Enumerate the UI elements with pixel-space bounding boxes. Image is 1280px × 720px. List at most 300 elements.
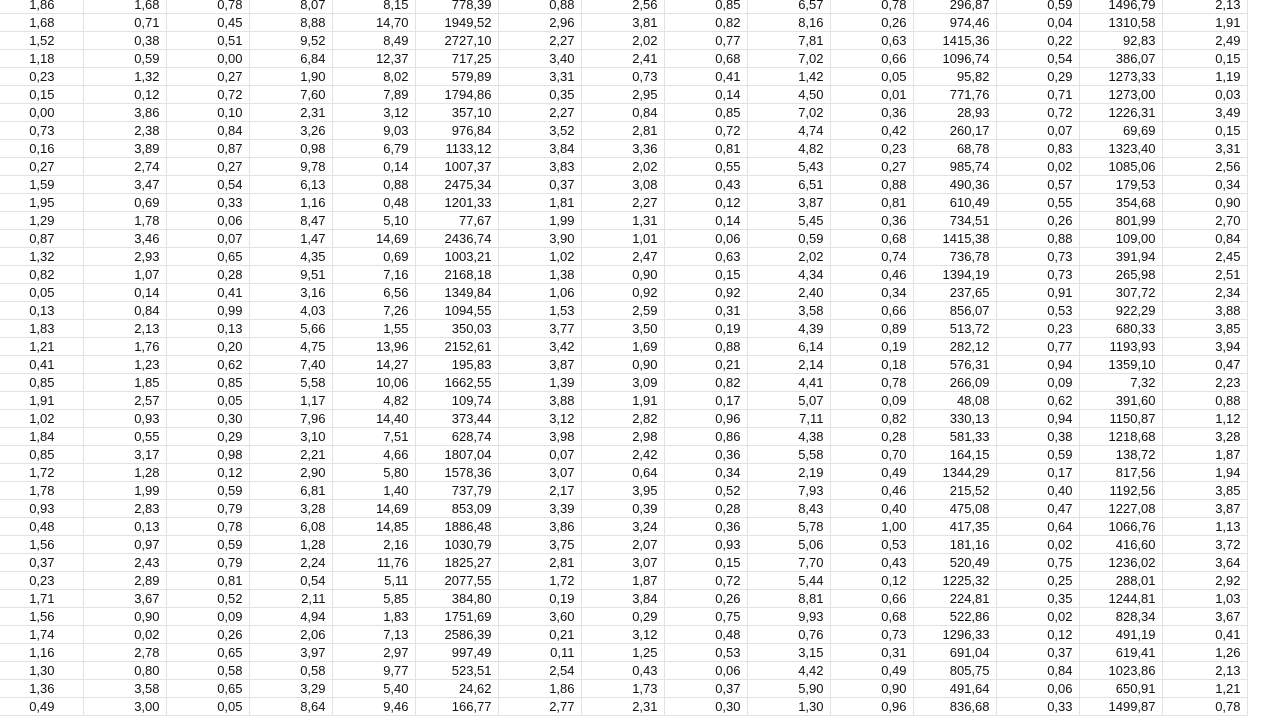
cell[interactable]: 0,84	[166, 122, 249, 140]
cell[interactable]: 2,47	[581, 248, 664, 266]
cell[interactable]: 4,74	[747, 122, 830, 140]
cell[interactable]: 3,86	[498, 518, 581, 536]
cell[interactable]: 8,64	[249, 698, 332, 716]
cell[interactable]: 1,78	[0, 482, 83, 500]
cell[interactable]: 976,84	[415, 122, 498, 140]
cell[interactable]: 0,23	[830, 140, 913, 158]
cell[interactable]: 0,53	[664, 644, 747, 662]
cell[interactable]: 3,60	[498, 608, 581, 626]
cell[interactable]: 1,56	[0, 608, 83, 626]
cell[interactable]: 0,64	[996, 518, 1079, 536]
cell[interactable]: 3,28	[1162, 428, 1247, 446]
cell[interactable]: 0,77	[664, 32, 747, 50]
cell[interactable]: 1,03	[1162, 590, 1247, 608]
cell[interactable]: 12,37	[332, 50, 415, 68]
cell[interactable]: 3,88	[498, 392, 581, 410]
cell[interactable]: 475,08	[913, 500, 996, 518]
cell[interactable]: 4,94	[249, 608, 332, 626]
cell[interactable]: 1,30	[0, 662, 83, 680]
cell[interactable]: 0,86	[664, 428, 747, 446]
cell[interactable]: 1310,58	[1079, 14, 1162, 32]
cell[interactable]: 3,87	[1162, 500, 1247, 518]
cell[interactable]: 0,06	[664, 662, 747, 680]
cell[interactable]: 0,17	[996, 464, 1079, 482]
cell[interactable]: 0,43	[581, 662, 664, 680]
cell[interactable]: 260,17	[913, 122, 996, 140]
cell[interactable]: 0,43	[830, 554, 913, 572]
cell[interactable]: 0,73	[581, 68, 664, 86]
cell[interactable]: 1,86	[498, 680, 581, 698]
cell[interactable]: 1,68	[0, 14, 83, 32]
cell[interactable]: 2,43	[83, 554, 166, 572]
cell[interactable]: 0,62	[166, 356, 249, 374]
cell[interactable]: 0,52	[664, 482, 747, 500]
cell[interactable]: 1,38	[498, 266, 581, 284]
cell[interactable]: 0,85	[0, 374, 83, 392]
cell[interactable]: 778,39	[415, 0, 498, 14]
cell[interactable]: 2,27	[498, 32, 581, 50]
cell[interactable]: 0,13	[0, 302, 83, 320]
cell[interactable]: 3,31	[1162, 140, 1247, 158]
cell[interactable]: 0,68	[830, 608, 913, 626]
cell[interactable]: 0,54	[996, 50, 1079, 68]
cell[interactable]: 579,89	[415, 68, 498, 86]
cell[interactable]: 2,31	[581, 698, 664, 716]
cell[interactable]: 0,19	[498, 590, 581, 608]
cell[interactable]: 922,29	[1079, 302, 1162, 320]
cell[interactable]: 985,74	[913, 158, 996, 176]
cell[interactable]: 4,41	[747, 374, 830, 392]
cell[interactable]: 1,30	[747, 698, 830, 716]
cell[interactable]: 354,68	[1079, 194, 1162, 212]
cell[interactable]: 0,88	[332, 176, 415, 194]
cell[interactable]: 0,29	[581, 608, 664, 626]
cell[interactable]: 0,82	[0, 266, 83, 284]
cell[interactable]: 3,42	[498, 338, 581, 356]
cell[interactable]: 1751,69	[415, 608, 498, 626]
cell[interactable]: 1,21	[1162, 680, 1247, 698]
cell[interactable]: 2,51	[1162, 266, 1247, 284]
cell[interactable]: 0,15	[0, 86, 83, 104]
cell[interactable]: 6,84	[249, 50, 332, 68]
cell[interactable]: 1,71	[0, 590, 83, 608]
cell[interactable]: 0,77	[996, 338, 1079, 356]
cell[interactable]: 11,76	[332, 554, 415, 572]
cell[interactable]: 0,66	[830, 302, 913, 320]
cell[interactable]: 4,35	[249, 248, 332, 266]
cell[interactable]: 3,15	[747, 644, 830, 662]
cell[interactable]: 1,87	[581, 572, 664, 590]
cell[interactable]: 2,31	[249, 104, 332, 122]
cell[interactable]: 1,83	[332, 608, 415, 626]
cell[interactable]: 0,68	[664, 50, 747, 68]
cell[interactable]: 836,68	[913, 698, 996, 716]
cell[interactable]: 2,17	[498, 482, 581, 500]
cell[interactable]: 2077,55	[415, 572, 498, 590]
cell[interactable]: 7,93	[747, 482, 830, 500]
cell[interactable]: 0,71	[83, 14, 166, 32]
cell[interactable]: 610,49	[913, 194, 996, 212]
cell[interactable]: 8,02	[332, 68, 415, 86]
cell[interactable]: 0,22	[996, 32, 1079, 50]
cell[interactable]: 0,15	[1162, 50, 1247, 68]
cell[interactable]: 4,34	[747, 266, 830, 284]
cell[interactable]: 0,05	[0, 284, 83, 302]
cell[interactable]: 0,38	[996, 428, 1079, 446]
cell[interactable]: 1,18	[0, 50, 83, 68]
cell[interactable]: 0,20	[166, 338, 249, 356]
cell[interactable]: 391,94	[1079, 248, 1162, 266]
cell[interactable]: 0,74	[830, 248, 913, 266]
cell[interactable]: 0,49	[830, 464, 913, 482]
cell[interactable]: 6,57	[747, 0, 830, 14]
cell[interactable]: 166,77	[415, 698, 498, 716]
cell[interactable]: 0,85	[166, 374, 249, 392]
cell[interactable]: 0,31	[664, 302, 747, 320]
cell[interactable]: 0,12	[83, 86, 166, 104]
cell[interactable]: 0,12	[166, 464, 249, 482]
cell[interactable]: 2,07	[581, 536, 664, 554]
cell[interactable]: 0,84	[996, 662, 1079, 680]
cell[interactable]: 0,88	[664, 338, 747, 356]
cell[interactable]: 1003,21	[415, 248, 498, 266]
cell[interactable]: 2,57	[83, 392, 166, 410]
cell[interactable]: 1192,56	[1079, 482, 1162, 500]
cell[interactable]: 0,59	[747, 230, 830, 248]
cell[interactable]: 0,33	[996, 698, 1079, 716]
cell[interactable]: 0,83	[996, 140, 1079, 158]
cell[interactable]: 1,25	[581, 644, 664, 662]
cell[interactable]: 8,07	[249, 0, 332, 14]
cell[interactable]: 1794,86	[415, 86, 498, 104]
cell[interactable]: 1225,32	[913, 572, 996, 590]
cell[interactable]: 1415,36	[913, 32, 996, 50]
cell[interactable]: 2,02	[747, 248, 830, 266]
cell[interactable]: 4,50	[747, 86, 830, 104]
cell[interactable]: 0,93	[664, 536, 747, 554]
cell[interactable]: 691,04	[913, 644, 996, 662]
cell[interactable]: 2,56	[581, 0, 664, 14]
cell[interactable]: 1,21	[0, 338, 83, 356]
cell[interactable]: 0,37	[996, 644, 1079, 662]
cell[interactable]: 4,82	[332, 392, 415, 410]
cell[interactable]: 0,55	[996, 194, 1079, 212]
cell[interactable]: 0,19	[830, 338, 913, 356]
cell[interactable]: 2,34	[1162, 284, 1247, 302]
cell[interactable]: 181,16	[913, 536, 996, 554]
cell[interactable]: 7,16	[332, 266, 415, 284]
cell[interactable]: 0,59	[166, 536, 249, 554]
cell[interactable]: 3,58	[83, 680, 166, 698]
cell[interactable]: 0,34	[830, 284, 913, 302]
cell[interactable]: 357,10	[415, 104, 498, 122]
cell[interactable]: 2,13	[1162, 0, 1247, 14]
cell[interactable]: 1,85	[83, 374, 166, 392]
cell[interactable]: 288,01	[1079, 572, 1162, 590]
cell[interactable]: 1415,38	[913, 230, 996, 248]
cell[interactable]: 1886,48	[415, 518, 498, 536]
cell[interactable]: 0,04	[996, 14, 1079, 32]
cell[interactable]: 1,23	[83, 356, 166, 374]
cell[interactable]: 0,85	[664, 0, 747, 14]
cell[interactable]: 1218,68	[1079, 428, 1162, 446]
cell[interactable]: 9,93	[747, 608, 830, 626]
cell[interactable]: 3,85	[1162, 482, 1247, 500]
cell[interactable]: 3,49	[1162, 104, 1247, 122]
cell[interactable]: 1,72	[498, 572, 581, 590]
cell[interactable]: 0,37	[0, 554, 83, 572]
cell[interactable]: 0,90	[581, 356, 664, 374]
cell[interactable]: 0,66	[830, 50, 913, 68]
cell[interactable]: 3,87	[498, 356, 581, 374]
cell[interactable]: 3,31	[498, 68, 581, 86]
cell[interactable]: 5,45	[747, 212, 830, 230]
cell[interactable]: 3,50	[581, 320, 664, 338]
cell[interactable]: 224,81	[913, 590, 996, 608]
cell[interactable]: 0,58	[166, 662, 249, 680]
cell[interactable]: 2,93	[83, 248, 166, 266]
cell[interactable]: 2,54	[498, 662, 581, 680]
cell[interactable]: 2,06	[249, 626, 332, 644]
cell[interactable]: 2,42	[581, 446, 664, 464]
cell[interactable]: 92,83	[1079, 32, 1162, 50]
cell[interactable]: 1227,08	[1079, 500, 1162, 518]
cell[interactable]: 490,36	[913, 176, 996, 194]
cell[interactable]: 0,41	[1162, 626, 1247, 644]
cell[interactable]: 0,21	[498, 626, 581, 644]
cell[interactable]: 1,06	[498, 284, 581, 302]
cell[interactable]: 10,06	[332, 374, 415, 392]
cell[interactable]: 2,27	[498, 104, 581, 122]
cell[interactable]: 2152,61	[415, 338, 498, 356]
cell[interactable]: 0,17	[664, 392, 747, 410]
cell[interactable]: 0,98	[249, 140, 332, 158]
cell[interactable]: 0,64	[581, 464, 664, 482]
cell[interactable]: 7,02	[747, 50, 830, 68]
cell[interactable]: 2,92	[1162, 572, 1247, 590]
cell[interactable]: 0,91	[996, 284, 1079, 302]
cell[interactable]: 3,12	[332, 104, 415, 122]
cell[interactable]: 0,29	[996, 68, 1079, 86]
cell[interactable]: 6,79	[332, 140, 415, 158]
cell[interactable]: 6,13	[249, 176, 332, 194]
cell[interactable]: 0,87	[166, 140, 249, 158]
cell[interactable]: 1030,79	[415, 536, 498, 554]
cell[interactable]: 0,90	[830, 680, 913, 698]
cell[interactable]: 0,47	[1162, 356, 1247, 374]
cell[interactable]: 6,81	[249, 482, 332, 500]
cell[interactable]: 0,88	[830, 176, 913, 194]
cell[interactable]: 3,12	[498, 410, 581, 428]
cell[interactable]: 0,00	[166, 50, 249, 68]
cell[interactable]: 520,49	[913, 554, 996, 572]
cell[interactable]: 0,59	[166, 482, 249, 500]
cell[interactable]: 1,99	[83, 482, 166, 500]
cell[interactable]: 1807,04	[415, 446, 498, 464]
cell[interactable]: 0,89	[830, 320, 913, 338]
cell[interactable]: 0,78	[830, 374, 913, 392]
cell[interactable]: 3,58	[747, 302, 830, 320]
cell[interactable]: 0,80	[83, 662, 166, 680]
cell[interactable]: 0,42	[830, 122, 913, 140]
cell[interactable]: 0,11	[498, 644, 581, 662]
cell[interactable]: 1226,31	[1079, 104, 1162, 122]
cell[interactable]: 1,53	[498, 302, 581, 320]
cell[interactable]: 0,97	[83, 536, 166, 554]
cell[interactable]: 1133,12	[415, 140, 498, 158]
cell[interactable]: 0,43	[664, 176, 747, 194]
cell[interactable]: 384,80	[415, 590, 498, 608]
cell[interactable]: 0,73	[996, 248, 1079, 266]
cell[interactable]: 7,96	[249, 410, 332, 428]
cell[interactable]: 1,99	[498, 212, 581, 230]
cell[interactable]: 0,36	[664, 518, 747, 536]
cell[interactable]: 2,14	[747, 356, 830, 374]
cell[interactable]: 3,83	[498, 158, 581, 176]
cell[interactable]: 1359,10	[1079, 356, 1162, 374]
cell[interactable]: 0,36	[664, 446, 747, 464]
cell[interactable]: 7,60	[249, 86, 332, 104]
cell[interactable]: 0,26	[166, 626, 249, 644]
cell[interactable]: 1,28	[83, 464, 166, 482]
cell[interactable]: 0,37	[498, 176, 581, 194]
cell[interactable]: 0,27	[830, 158, 913, 176]
cell[interactable]: 3,84	[498, 140, 581, 158]
cell[interactable]: 0,36	[830, 212, 913, 230]
cell[interactable]: 1496,79	[1079, 0, 1162, 14]
cell[interactable]: 7,51	[332, 428, 415, 446]
cell[interactable]: 1,52	[0, 32, 83, 50]
cell[interactable]: 69,69	[1079, 122, 1162, 140]
cell[interactable]: 1349,84	[415, 284, 498, 302]
cell[interactable]: 523,51	[415, 662, 498, 680]
cell[interactable]: 266,09	[913, 374, 996, 392]
cell[interactable]: 2,96	[498, 14, 581, 32]
cell[interactable]: 1007,37	[415, 158, 498, 176]
cell[interactable]: 14,69	[332, 230, 415, 248]
cell[interactable]: 0,07	[498, 446, 581, 464]
cell[interactable]: 0,53	[830, 536, 913, 554]
cell[interactable]: 0,02	[996, 536, 1079, 554]
cell[interactable]: 0,90	[1162, 194, 1247, 212]
cell[interactable]: 4,38	[747, 428, 830, 446]
cell[interactable]: 7,70	[747, 554, 830, 572]
cell[interactable]: 0,23	[0, 572, 83, 590]
cell[interactable]: 3,07	[498, 464, 581, 482]
cell[interactable]: 1499,87	[1079, 698, 1162, 716]
cell[interactable]: 0,84	[581, 104, 664, 122]
cell[interactable]: 0,69	[83, 194, 166, 212]
cell[interactable]: 0,63	[664, 248, 747, 266]
cell[interactable]: 522,86	[913, 608, 996, 626]
cell[interactable]: 1,87	[1162, 446, 1247, 464]
cell[interactable]: 13,96	[332, 338, 415, 356]
cell[interactable]: 0,41	[0, 356, 83, 374]
cell[interactable]: 2475,34	[415, 176, 498, 194]
cell[interactable]: 5,90	[747, 680, 830, 698]
cell[interactable]: 1,26	[1162, 644, 1247, 662]
cell[interactable]: 3,39	[498, 500, 581, 518]
cell[interactable]: 14,27	[332, 356, 415, 374]
cell[interactable]: 734,51	[913, 212, 996, 230]
cell[interactable]: 771,76	[913, 86, 996, 104]
cell[interactable]: 0,55	[664, 158, 747, 176]
cell[interactable]: 0,81	[830, 194, 913, 212]
cell[interactable]: 0,37	[664, 680, 747, 698]
cell[interactable]: 2727,10	[415, 32, 498, 50]
cell[interactable]: 0,54	[249, 572, 332, 590]
cell[interactable]: 8,43	[747, 500, 830, 518]
cell[interactable]: 0,84	[83, 302, 166, 320]
cell[interactable]: 0,12	[830, 572, 913, 590]
cell[interactable]: 0,02	[996, 608, 1079, 626]
cell[interactable]: 0,82	[664, 374, 747, 392]
cell[interactable]: 856,07	[913, 302, 996, 320]
cell[interactable]: 5,06	[747, 536, 830, 554]
cell[interactable]: 2,83	[83, 500, 166, 518]
cell[interactable]: 7,81	[747, 32, 830, 50]
cell[interactable]: 0,31	[830, 644, 913, 662]
cell[interactable]: 3,87	[747, 194, 830, 212]
cell[interactable]: 0,71	[996, 86, 1079, 104]
cell[interactable]: 0,90	[581, 266, 664, 284]
cell[interactable]: 3,95	[581, 482, 664, 500]
cell[interactable]: 0,72	[664, 572, 747, 590]
cell[interactable]: 3,67	[1162, 608, 1247, 626]
cell[interactable]: 9,03	[332, 122, 415, 140]
cell[interactable]: 0,41	[664, 68, 747, 86]
cell[interactable]: 3,17	[83, 446, 166, 464]
cell[interactable]: 164,15	[913, 446, 996, 464]
cell[interactable]: 0,09	[996, 374, 1079, 392]
cell[interactable]: 513,72	[913, 320, 996, 338]
cell[interactable]: 805,75	[913, 662, 996, 680]
cell[interactable]: 7,26	[332, 302, 415, 320]
cell[interactable]: 1201,33	[415, 194, 498, 212]
cell[interactable]: 0,94	[996, 356, 1079, 374]
cell[interactable]: 1,91	[581, 392, 664, 410]
cell[interactable]: 0,92	[664, 284, 747, 302]
cell[interactable]: 1,29	[0, 212, 83, 230]
cell[interactable]: 4,82	[747, 140, 830, 158]
cell[interactable]: 8,47	[249, 212, 332, 230]
cell[interactable]: 0,63	[830, 32, 913, 50]
cell[interactable]: 2,02	[581, 158, 664, 176]
cell[interactable]: 0,58	[249, 662, 332, 680]
cell[interactable]: 0,05	[166, 392, 249, 410]
cell[interactable]: 1,81	[498, 194, 581, 212]
cell[interactable]: 0,78	[1162, 698, 1247, 716]
cell[interactable]: 0,05	[166, 698, 249, 716]
cell[interactable]: 386,07	[1079, 50, 1162, 68]
cell[interactable]: 0,26	[664, 590, 747, 608]
cell[interactable]: 0,09	[830, 392, 913, 410]
cell[interactable]: 0,94	[996, 410, 1079, 428]
cell[interactable]: 0,33	[166, 194, 249, 212]
cell[interactable]: 0,81	[166, 572, 249, 590]
cell[interactable]: 0,13	[166, 320, 249, 338]
cell[interactable]: 0,62	[996, 392, 1079, 410]
cell[interactable]: 7,13	[332, 626, 415, 644]
cell[interactable]: 2,81	[581, 122, 664, 140]
cell[interactable]: 0,65	[166, 644, 249, 662]
cell[interactable]: 0,01	[830, 86, 913, 104]
cell[interactable]: 0,10	[166, 104, 249, 122]
cell[interactable]: 1,31	[581, 212, 664, 230]
cell[interactable]: 0,99	[166, 302, 249, 320]
cell[interactable]: 0,98	[166, 446, 249, 464]
cell[interactable]: 1,59	[0, 176, 83, 194]
